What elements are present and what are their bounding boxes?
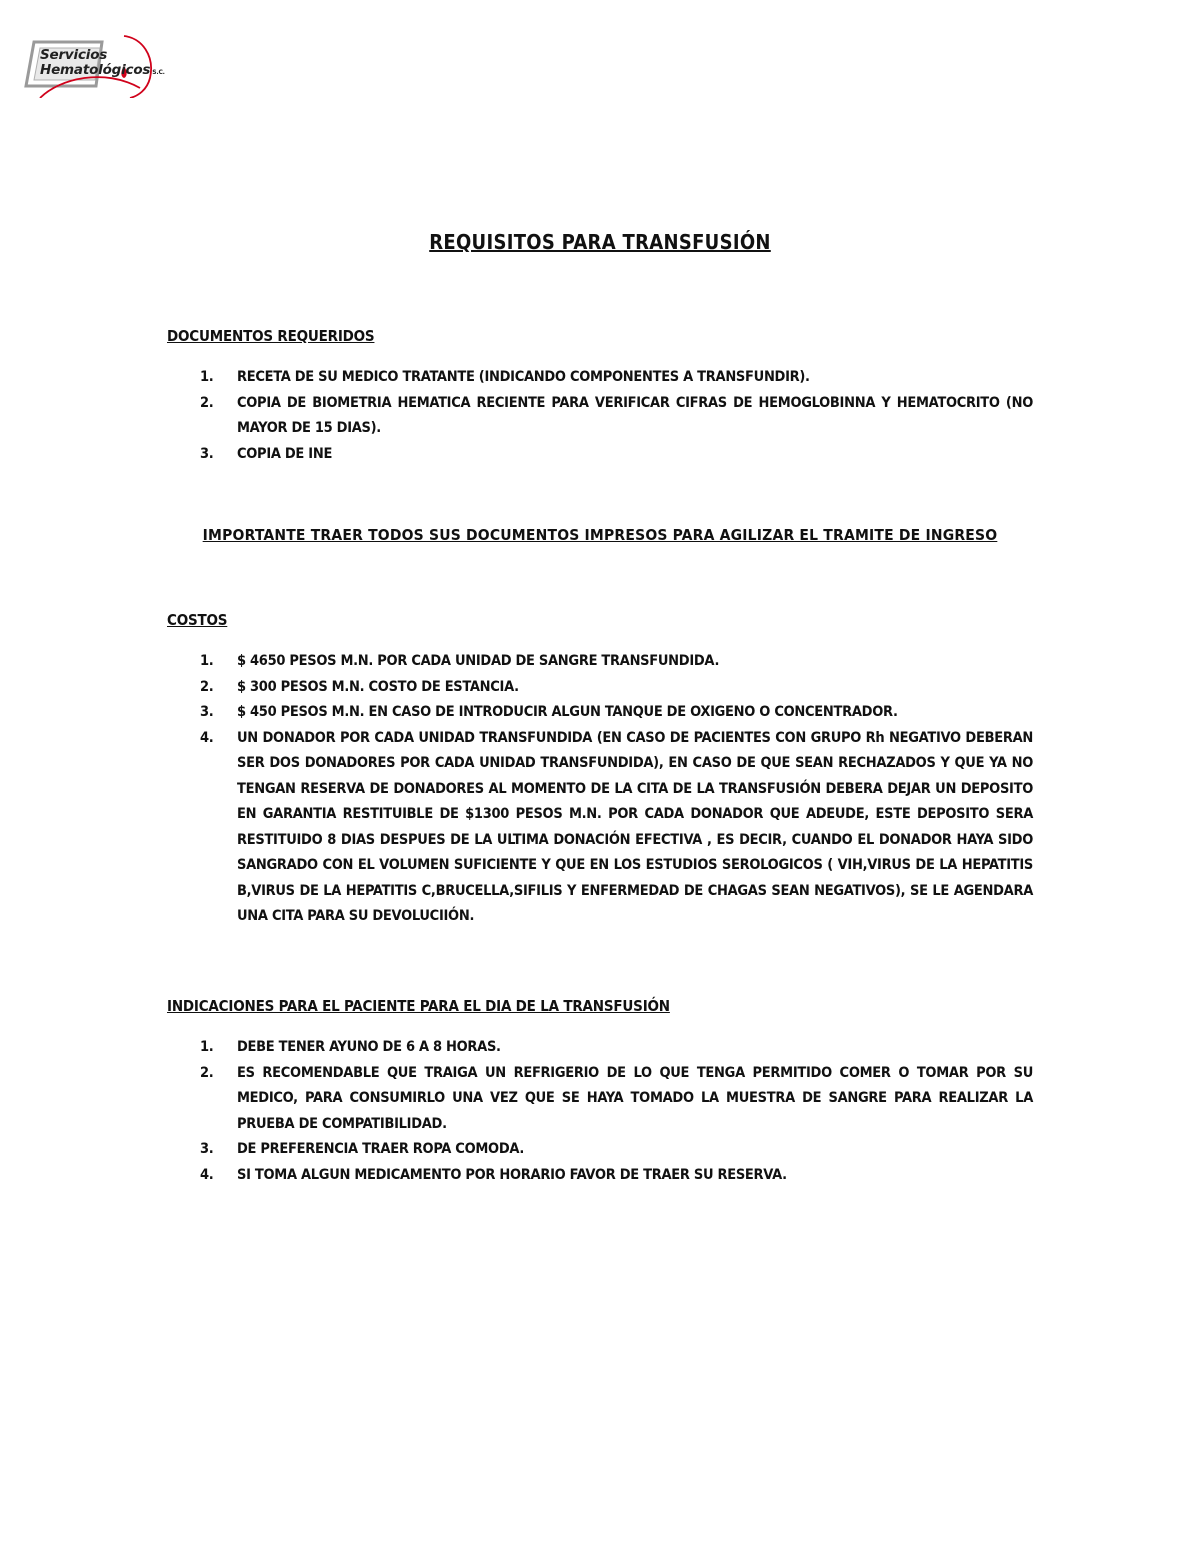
logo-line-1: Servicios (40, 47, 108, 63)
list-item: 3. DE PREFERENCIA TRAER ROPA COMODA. (200, 1141, 525, 1157)
list-item: 2. COPIA DE BIOMETRIA HEMATICA RECIENTE PARA VERIFICAR CIFRAS DE HEMOGLOBINNA Y HEMATOCRITO (NO MAYOR DE 15 DIAS). (200, 394, 1033, 436)
costs-heading: COSTOS (167, 611, 228, 629)
page-title: REQUISITOS PARA TRANSFUSIÓN (429, 230, 771, 254)
documents-list (200, 365, 1033, 467)
important-notice: IMPORTANTE TRAER TODOS SUS DOCUMENTOS IMPRESOS PARA AGILIZAR EL TRAMITE DE INGRESO (202, 526, 998, 544)
list-item: 4. UN DONADOR POR CADA UNIDAD TRANSFUNDIDA (EN CASO DE PACIENTES CON GRUPO Rh NEGATIVO DEBERAN SER DOS DONADORES POR CADA UNIDAD TRANSFUNDIDA), EN CASO DE QUE SEAN RECHAZADOS Y QUE YA NO TENGAN RESERVA DE DONADORES AL MOMENTO DE LA CITA DE LA TRANSFUSIÓN DEBERA DEJAR UN DEPOSITO EN GARANTIA RESTITUIBLE DE $1300 PESOS M.N. POR CADA DONADOR QUE ADEUDE, ESTE DEPOSITO SERA RESTITUIDO 8 DIAS DESPUES DE LA ULTIMA DONACIÓN EFECTIVA , ES DECIR, CUANDO EL DONADOR HAYA SIDO SANGRADO CON EL VOLUMEN SUFICIENTE Y QUE EN LOS ESTUDIOS SEROLOGICOS ( VIH,VIRUS DE LA HEPATITIS B,VIRUS DE LA HEPATITIS C,BRUCELLA,SIFILIS Y ENFERMEDAD DE CHAGAS SEAN NEGATIVOS), SE LE AGENDARA UNA CITA PARA SU DEVOLUCIIÓN. (200, 729, 1033, 924)
instructions-heading: INDICACIONES PARA EL PACIENTE PARA EL DIA DE LA TRANSFUSIÓN (167, 997, 670, 1015)
documents-heading: DOCUMENTOS REQUERIDOS (167, 327, 375, 345)
logo-line-2: Hematológicos S.C. (40, 62, 165, 78)
list-item: 4. SI TOMA ALGUN MEDICAMENTO POR HORARIO FAVOR DE TRAER SU RESERVA. (200, 1166, 787, 1183)
list-item: 1. $ 4650 PESOS M.N. POR CADA UNIDAD DE SANGRE TRANSFUNDIDA. (200, 653, 720, 669)
list-item: 3. $ 450 PESOS M.N. EN CASO DE INTRODUCIR ALGUN TANQUE DE OXIGENO O CONCENTRADOR. (200, 704, 898, 720)
list-item: 2. $ 300 PESOS M.N. COSTO DE ESTANCIA. (200, 678, 519, 695)
list-item: 1. DEBE TENER AYUNO DE 6 A 8 HORAS. (200, 1039, 501, 1055)
instructions-list (200, 1035, 1033, 1188)
costs-list (200, 649, 1033, 930)
logo-wordmark (40, 48, 165, 80)
list-item: 1. RECETA DE SU MEDICO TRATANTE (INDICANDO COMPONENTES A TRANSFUNDIR). (200, 369, 810, 385)
list-item: 3. COPIA DE INE (200, 445, 333, 462)
list-item: 2. ES RECOMENDABLE QUE TRAIGA UN REFRIGERIO DE LO QUE TENGA PERMITIDO COMER O TOMAR POR SU MEDICO, PARA CONSUMIRLO UNA VEZ QUE SE HAYA TOMADO LA MUESTRA DE SANGRE PARA REALIZAR LA PRUEBA DE COMPATIBILIDAD. (200, 1064, 1033, 1132)
